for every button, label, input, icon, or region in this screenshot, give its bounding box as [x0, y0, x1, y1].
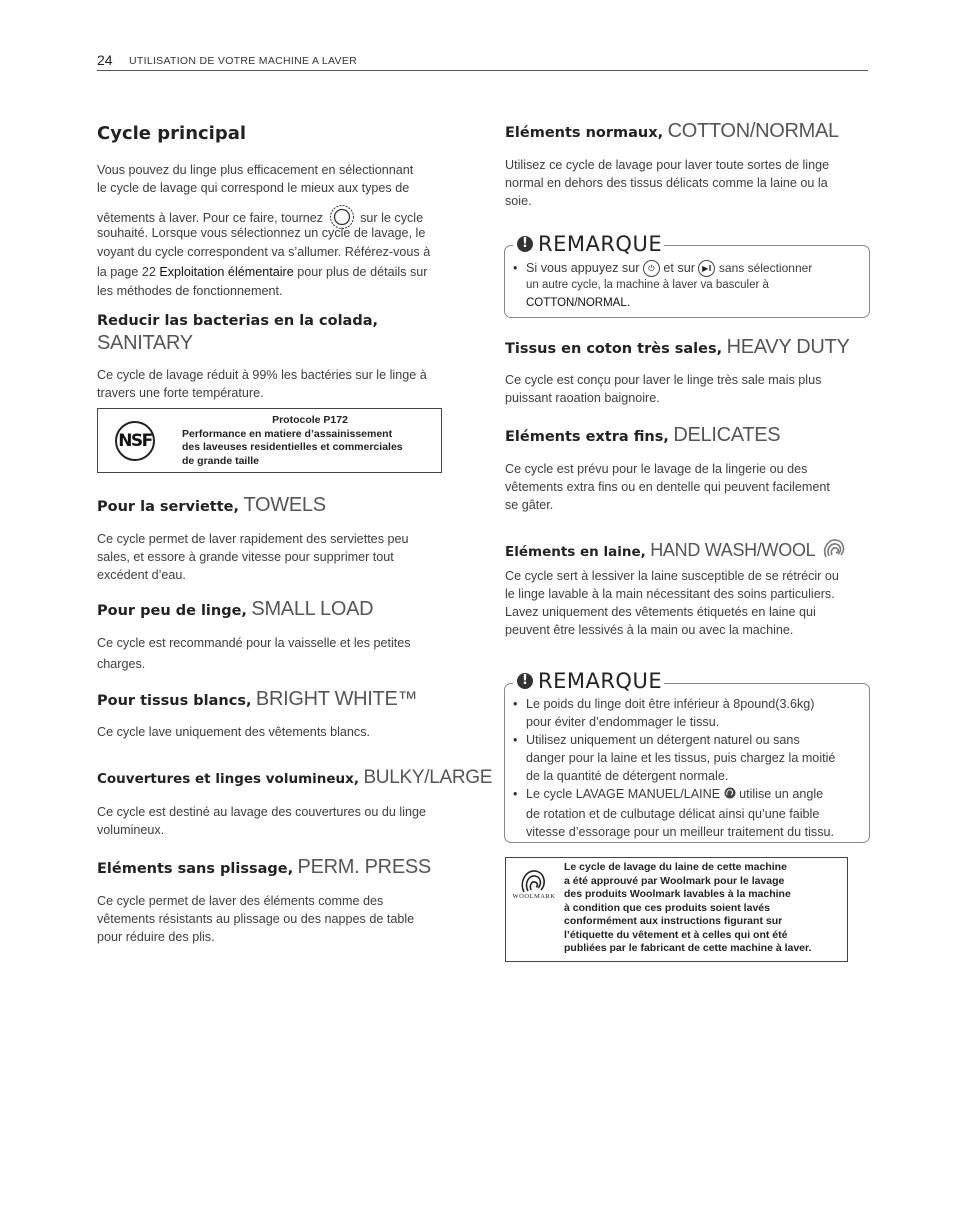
hand-wash-cycle-name: HAND WASH/WOOL	[650, 540, 816, 560]
hand-wash-heading: Eléments en laine,	[505, 544, 646, 560]
woolmark-icon	[820, 535, 848, 563]
delicates-text-3: se gâter.	[505, 498, 554, 512]
page-header-title: UTILISATION DE VOTRE MACHINE A LAVER	[129, 55, 358, 67]
remarque-label-1: REMARQUE	[538, 232, 663, 256]
bulky-text-2: volumineux.	[97, 823, 165, 837]
sanitary-text-1: Ce cycle de lavage réduit à 99% les bactéries sur le linge à	[97, 368, 427, 382]
remarque-2-b2-line-1: • Utilisez uniquement un détergent naturel ou sans	[526, 733, 800, 747]
towels-text-1: Ce cycle permet de laver rapidement des serviettes peu	[97, 532, 409, 546]
woolmark-text	[564, 861, 846, 956]
sanitary-heading: Reducir las bacterias en la colada,	[97, 313, 379, 329]
remarque-2-item-2	[513, 731, 863, 785]
perm-press-text-3: pour réduire des plis.	[97, 930, 215, 944]
intro-line-6	[97, 263, 427, 281]
perm-press-heading-row	[97, 856, 431, 879]
heavy-duty-heading-row	[505, 336, 850, 359]
remarque-1-line-3: COTTON/NORMAL.	[526, 297, 630, 310]
bulky-cycle-name: BULKY/LARGE	[363, 767, 493, 788]
heavy-duty-text-2: puissant raoation baignoire.	[505, 391, 660, 405]
main-heading: Cycle principal	[97, 123, 247, 144]
power-button-icon: ⏻	[643, 260, 660, 277]
towels-cycle-name: TOWELS	[243, 494, 326, 516]
towels-heading-row	[97, 494, 326, 517]
remarque-2-item-3	[513, 785, 863, 841]
cotton-text-3: soie.	[505, 194, 532, 208]
remarque-2-b2-line-3: de la quantité de détergent normale.	[526, 769, 729, 783]
page-header	[97, 52, 868, 71]
remarque-2-b2-line-2: danger pour la laine et les tissus, puis chargez la moitié	[526, 751, 836, 765]
remarque-1-text-a: Si vous appuyez sur	[526, 261, 640, 275]
heavy-duty-heading: Tissus en coton très sales,	[505, 341, 723, 357]
small-load-cycle-name: SMALL LOAD	[251, 598, 374, 620]
intro-line-3a: vêtements à laver. Pour ce faire, tournez	[97, 211, 324, 225]
delicates-text-2: vêtements extra fins ou en dentelle qui peuvent facilement	[505, 480, 830, 494]
hand-wash-text-1: Ce cycle sert à lessiver la laine susceptible de se rétrécir ou	[505, 569, 839, 583]
bright-white-heading-row	[97, 688, 417, 711]
remarque-label-2: REMARQUE	[538, 669, 663, 693]
remarque-1-text-b: et sur	[663, 261, 695, 275]
bright-white-cycle-name: BRIGHT WHITE™	[255, 688, 418, 710]
delicates-heading-row	[505, 424, 780, 447]
woolmark-logo-text: WOOLMARK	[512, 893, 556, 900]
delicates-cycle-name: DELICATES	[673, 424, 781, 446]
cotton-heading: Eléments normaux,	[505, 125, 664, 141]
start-pause-button-icon: ▶‖	[698, 260, 715, 277]
intro-line-6c: pour plus de détails sur	[297, 265, 428, 279]
woolmark-logo	[508, 866, 560, 916]
hand-wash-text-3: Lavez uniquement des vêtements étiquetés en laine qui	[505, 605, 816, 619]
woolmark-certification-box	[505, 857, 848, 962]
remarque-list-2	[513, 695, 863, 841]
sanitary-text-2: travers une forte température.	[97, 386, 264, 400]
woolmark-line-7: publiées par le fabricant de cette machine à laver.	[564, 942, 812, 954]
woolmark-line-2: a été approuvé par Woolmark pour le lavage	[564, 874, 785, 887]
sanitary-cycle-name: SANITARY	[97, 332, 193, 354]
nsf-title: Protocole P172	[272, 414, 348, 426]
remarque-1-line-2: un autre cycle, la machine à laver va basculer à	[526, 279, 769, 292]
hand-wash-text-2: le linge lavable à la main nécessitant des soins particuliers.	[505, 587, 835, 601]
remarque-2-b1-line-1: • Le poids du linge doit être inférieur à 8pound(3.6kg)	[526, 697, 815, 711]
remarque-1-item	[513, 259, 863, 313]
nsf-line-1: Performance en matiere d’assainissement	[182, 427, 393, 440]
intro-line-5: voyant du cycle correspondent va s’allumer. Référez-vous à	[97, 245, 431, 259]
remarque-2-b3-line-1a: Le cycle LAVAGE MANUEL/LAINE	[526, 787, 721, 801]
delicates-text-1: Ce cycle est prévu pour le lavage de la lingerie ou des	[505, 462, 808, 476]
intro-line-1: Vous pouvez du linge plus efficacement en sélectionnant	[97, 163, 414, 177]
cotton-cycle-name: COTTON/NORMAL	[667, 120, 839, 142]
remarque-title-1	[513, 232, 664, 256]
nsf-text	[182, 414, 438, 468]
remarque-1-text-c: sans sélectionner	[718, 261, 813, 275]
bright-white-text-1: Ce cycle lave uniquement des vêtements blancs.	[97, 725, 371, 739]
heavy-duty-text-1: Ce cycle est conçu pour laver le linge très sale mais plus	[505, 373, 822, 387]
intro-line-4: souhaité. Lorsque vous sélectionnez un cycle de lavage, le	[97, 226, 426, 240]
woolmark-line-5: conformément aux instructions figurant sur	[564, 915, 783, 927]
small-load-heading: Pour peu de linge,	[97, 603, 247, 619]
hand-wash-heading-row	[505, 535, 848, 563]
remarque-2-b3-line-1	[526, 785, 863, 803]
bulky-text-1: Ce cycle est destiné au lavage des couvertures ou du linge	[97, 805, 427, 819]
bulky-heading: Couvertures et linges volumineux,	[97, 771, 359, 787]
remarque-title-2	[513, 669, 664, 693]
small-load-text-1: Ce cycle est recommandé pour la vaisselle et les petites	[97, 636, 411, 650]
page-number: 24	[97, 52, 113, 68]
nsf-line-2: des laveuses residentielles et commerciales	[182, 441, 403, 453]
cotton-text-2: normal en dehors des tissus délicats comme la laine ou la	[505, 176, 828, 190]
intro-line-7: les méthodes de fonctionnement.	[97, 284, 283, 298]
remarque-2-b1-line-2: pour éviter d’endommager le tissu.	[526, 715, 720, 729]
woolmark-line-4: à condition que ces produits soient lavés	[564, 901, 770, 914]
nsf-logo-text: NSF	[118, 431, 152, 451]
towels-text-2: sales, et essore à grande vitesse pour supprimer tout	[97, 550, 394, 564]
remarque-2-item-1	[513, 695, 863, 731]
cotton-text-1: Utilisez ce cycle de lavage pour laver toute sortes de linge	[505, 158, 830, 172]
nsf-line-3: de grande taille	[182, 454, 260, 467]
cotton-heading-row	[505, 120, 839, 143]
woolmark-icon	[724, 787, 736, 799]
perm-press-heading: Eléments sans plissage,	[97, 861, 294, 877]
remarque-2-b3-line-3: vitesse d’essorage pour un meilleur traitement du tissu.	[526, 825, 834, 839]
woolmark-line-6: l’étiquette du vêtement et à celles qui ont été	[564, 928, 788, 941]
intro-line-3b: sur le cycle	[360, 211, 424, 225]
woolmark-line-3: des produits Woolmark lavables à la machine	[564, 888, 791, 900]
exclamation-icon: !	[517, 673, 533, 689]
nsf-certification-box	[97, 408, 442, 473]
hand-wash-text-4: peuvent être lessivés à la main ou avec la machine.	[505, 623, 794, 637]
basic-operation-link[interactable]: Exploitation élémentaire	[159, 265, 294, 279]
bulky-heading-row	[97, 767, 492, 789]
nsf-logo	[113, 421, 157, 461]
perm-press-text-2: vêtements résistants au plissage ou des nappes de table	[97, 912, 415, 926]
small-load-heading-row	[97, 598, 373, 621]
intro-line-2: le cycle de lavage qui correspond le mieux aux types de	[97, 181, 410, 195]
bright-white-heading: Pour tissus blancs,	[97, 693, 252, 709]
remarque-list-1	[513, 259, 863, 313]
heavy-duty-cycle-name: HEAVY DUTY	[726, 336, 850, 358]
perm-press-cycle-name: PERM. PRESS	[297, 856, 431, 878]
exclamation-icon: !	[517, 236, 533, 252]
perm-press-text-1: Ce cycle permet de laver des éléments comme des	[97, 894, 384, 908]
remarque-2-b3-line-2: de rotation et de culbutage délicat ainsi qu’une faible	[526, 807, 820, 821]
towels-heading: Pour la serviette,	[97, 499, 239, 515]
woolmark-line-1: Le cycle de lavage du laine de cette machine	[564, 861, 787, 873]
towels-text-3: excédent d’eau.	[97, 568, 186, 582]
small-load-text-2: charges.	[97, 657, 146, 671]
intro-line-6a: la page 22	[97, 265, 156, 279]
remarque-2-b3-line-1b: utilise un angle	[739, 787, 824, 801]
delicates-heading: Eléments extra fins,	[505, 429, 669, 445]
